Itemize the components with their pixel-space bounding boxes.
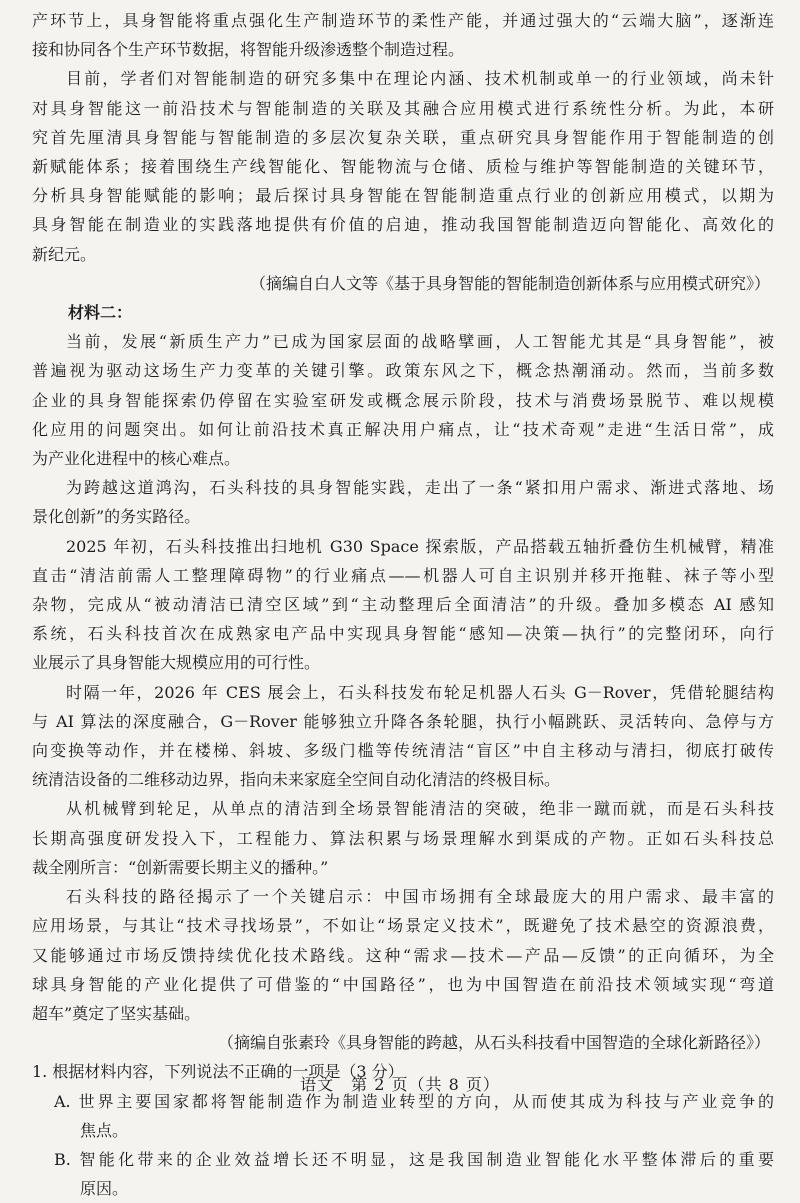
text-line: 统清洁设备的二维移动边界，指向未来家庭全空间自动化清洁的终极目标。 [32,770,561,790]
source-citation: （摘编自张素玲《具身智能的跨越，从石头科技看中国智造的全球化新路径》） [217,1033,770,1053]
text-line: 从机械臂到轮足，从单点的清洁到全场景智能清洁的突破，绝非一蹴而就，而是石头科技 [66,799,774,819]
text-line: 2025 年初，石头科技推出扫地机 G30 Space 探索版，产品搭载五轴折叠仿生机械臂，精准 [66,536,774,556]
text-line: 新赋能体系；接着围绕生产线智能化、智能物流与仓储、质检与维护等智能制造的关键环节， [32,157,774,177]
text-line: 新纪元。 [32,244,97,264]
text-line: 超车”奠定了坚实基础。 [32,1003,201,1023]
text-line: 石头科技的路径揭示了一个关键启示：中国市场拥有全球最庞大的用户需求、最丰富的 [66,887,774,907]
text-line: 裁全刚所言：“创新需要长期主义的播种。” [32,857,329,877]
text-line: 杂物，完成从“被动清洁已清空区域”到“主动整理后全面清洁”的升级。叠加多模态 AI 感知 [32,595,774,615]
text-line: 业展示了具身智能大规模应用的可行性。 [32,653,321,673]
option-a: A. 世界主要国家都将智能制造作为制造业转型的方向，从而使其成为科技与产业竞争的 [54,1091,774,1111]
section-heading: 材料二： [68,303,133,323]
text-line: 为产业化进程中的核心难点。 [32,449,241,469]
text-line: 又能够通过市场反馈持续优化技术路线。这种“需求—技术—产品—反馈”的正向循环，为全 [32,945,774,965]
text-line: 化应用的问题突出。如何让前沿技术真正解决用户痛点，让“技术奇观”走进“生活日常”，成 [32,419,774,439]
text-line: 直击“清洁前需人工整理障碍物”的行业痛点——机器人可自主识别并移开拖鞋、袜子等小型 [32,565,774,585]
text-line: 应用场景，与其让“技术寻找场景”，不如让“场景定义技术”，既避免了技术悬空的资源浪费， [32,916,774,936]
question-stem: 1. 根据材料内容，下列说法不正确的一项是（3 分） [32,1062,404,1082]
text-line: 与 AI 算法的深度融合，G－Rover 能够独立升降各条轮腿，执行小幅跳跃、灵活转向、急停与方 [32,711,774,731]
text-line: 对具身智能这一前沿技术与智能制造的关联及其融合应用模式进行系统性分析。为此，本研 [32,98,774,118]
option-b-continued: 原因。 [80,1179,129,1199]
text-line: 普遍视为驱动这场生产力变革的关键引擎。政策东风之下，概念热潮涌动。然而，当前多数 [32,361,774,381]
text-line: 分析具身智能赋能的影响；最后探讨具身智能在智能制造重点行业的创新应用模式，以期为 [32,186,774,206]
text-line: 究首先厘清具身智能与智能制造的多层次复杂关联，重点研究具身智能作用于智能制造的创 [32,127,774,147]
text-line: 为跨越这道鸿沟，石头科技的具身智能实践，走出了一条“紧扣用户需求、渐进式落地、场 [66,478,774,498]
text-line: 球具身智能的产业化提供了可借鉴的“中国路径”，也为中国智造在前沿技术领域实现“弯道 [32,974,774,994]
text-line: 接和协同各个生产环节数据，将智能升级渗透整个制造过程。 [32,40,465,60]
text-line: 向变换等动作，并在楼梯、斜坡、多级门槛等传统清洁“盲区”中自主移动与清扫，彻底打破传 [32,741,774,761]
text-line: 长期高强度研发投入下，工程能力、算法积累与场景理解水到渠成的产物。正如石头科技总 [32,828,774,848]
source-citation: （摘编自白人文等《基于具身智能的智能制造创新体系与应用模式研究》） [249,273,770,293]
text-line: 时隔一年，2026 年 CES 展会上，石头科技发布轮足机器人石头 G－Rover，凭借轮腿结构 [66,682,774,702]
option-b: B. 智能化带来的企业效益增长还不明显，这是我国制造业智能化水平整体滞后的重要 [54,1149,774,1169]
text-line: 企业的具身智能探索仍停留在实验室研发或概念展示阶段，技术与消费场景脱节、难以规模 [32,390,774,410]
text-line: 具身智能在制造业的实践落地提供有价值的启迪，推动我国智能制造迈向智能化、高效化的 [32,215,774,235]
text-line: 当前，发展“新质生产力”已成为国家层面的战略擘画，人工智能尤其是“具身智能”，被 [66,332,774,352]
text-line: 景化创新”的务实路径。 [32,507,201,527]
text-line: 目前，学者们对智能制造的研究多集中在理论内涵、技术机制或单一的行业领域，尚未针 [66,69,774,89]
page-footer: 语文 第 2 页（共 8 页） [300,1075,500,1094]
text-line: 产环节上，具身智能将重点强化生产制造环节的柔性产能，并通过强大的“云端大脑”，逐渐连 [32,11,774,30]
option-a-continued: 焦点。 [80,1120,129,1140]
text-line: 系统，石头科技首次在成熟家电产品中实现具身智能“感知—决策—执行”的完整闭环，向行 [32,624,774,644]
